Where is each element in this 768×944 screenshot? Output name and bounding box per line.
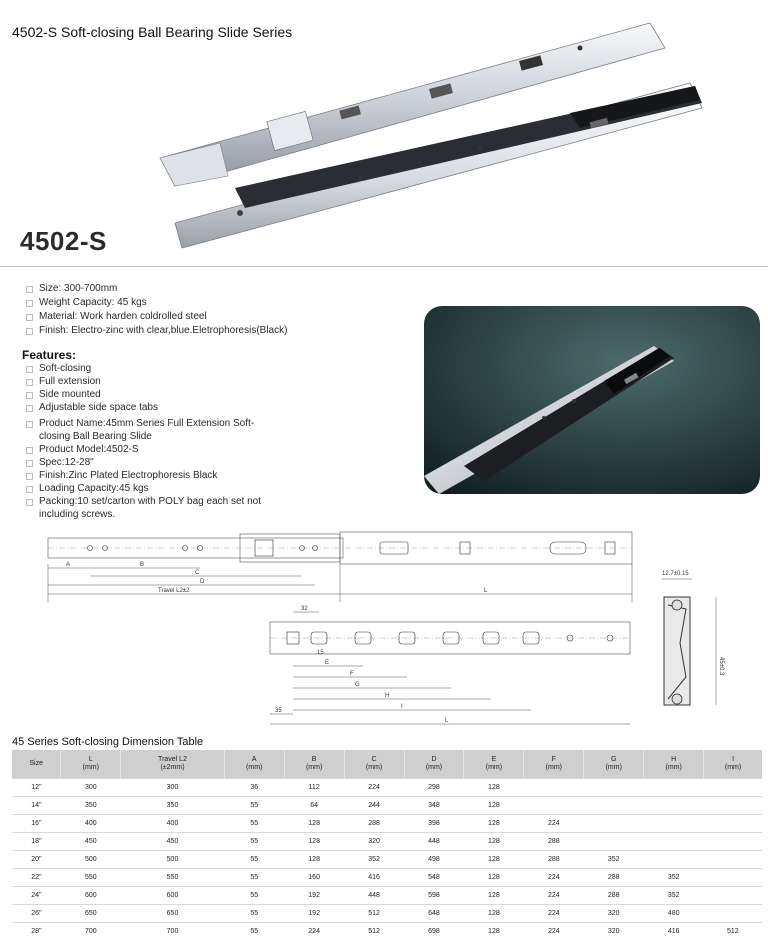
table-cell: 224 [524, 868, 584, 886]
table-cell: 352 [644, 868, 704, 886]
table-cell: 300 [121, 778, 224, 796]
table-cell: 55 [224, 850, 284, 868]
table-cell: 288 [584, 886, 644, 904]
table-title: 45 Series Soft-closing Dimension Table [12, 736, 204, 748]
header-unit: (mm) [425, 763, 443, 771]
header-label: G [611, 755, 617, 763]
dim-travel-label: Travel L2±2 [158, 588, 190, 594]
section-divider [0, 266, 768, 267]
table-cell: 224 [524, 886, 584, 904]
table-cell: 192 [284, 904, 344, 922]
table-cell [644, 850, 704, 868]
table-cell: 55 [224, 868, 284, 886]
table-header-cell [644, 750, 704, 778]
header-label: Travel L2 [158, 755, 187, 763]
slide-product-photo [150, 8, 710, 253]
table-cell: 26" [12, 904, 61, 922]
table-cell: 288 [584, 868, 644, 886]
table-cell: 350 [61, 796, 121, 814]
feature-item: Product Model:4502-S [24, 443, 284, 456]
table-cell [704, 904, 762, 922]
header-unit: (mm) [305, 763, 323, 771]
dimension-table [12, 750, 762, 940]
table-cell: 600 [121, 886, 224, 904]
spec-item: Weight Capacity: 45 kgs [24, 296, 287, 310]
table-header-row [12, 750, 762, 778]
table-cell: 192 [284, 886, 344, 904]
header-unit: (mm) [724, 763, 742, 771]
table-cell: 224 [284, 922, 344, 940]
table-cell: 55 [224, 814, 284, 832]
table-cell: 128 [464, 796, 524, 814]
table-cell: 14" [12, 796, 61, 814]
table-cell: 224 [344, 778, 404, 796]
table-cell: 352 [584, 850, 644, 868]
feature-item: Packing:10 set/carton with POLY bag each set not including screws. [24, 495, 284, 521]
table-cell [644, 814, 704, 832]
spec-item: Size: 300-700mm [24, 282, 287, 296]
table-cell: 512 [344, 904, 404, 922]
table-row [12, 868, 762, 886]
table-cell: 700 [61, 922, 121, 940]
header-label: F [551, 755, 556, 763]
table-cell: 128 [464, 850, 524, 868]
table-cell: 128 [284, 832, 344, 850]
table-cell [524, 796, 584, 814]
dim-f-label: F [350, 671, 354, 677]
table-cell: 320 [584, 904, 644, 922]
table-header-cell [404, 750, 464, 778]
table-row [12, 922, 762, 940]
slide-detail-photo [424, 306, 760, 494]
table-cell: 24" [12, 886, 61, 904]
table-cell: 128 [464, 868, 524, 886]
dim-width-label: 12.7±0.15 [662, 571, 689, 577]
table-cell: 352 [344, 850, 404, 868]
table-cell [704, 796, 762, 814]
table-cell: 55 [224, 904, 284, 922]
table-cell: 698 [404, 922, 464, 940]
table-header-cell [284, 750, 344, 778]
header-label: B [311, 755, 317, 763]
table-cell [704, 814, 762, 832]
table-header-cell [704, 750, 762, 778]
table-cell: 348 [404, 796, 464, 814]
table-header-cell [12, 750, 61, 778]
dim-l2-label: L [445, 718, 449, 724]
table-cell: 160 [284, 868, 344, 886]
table-cell: 480 [644, 904, 704, 922]
header-label: E [491, 755, 497, 763]
table-row [12, 886, 762, 904]
table-cell: 128 [464, 922, 524, 940]
spec-item: Material: Work harden coldrolled steel [24, 310, 287, 324]
feature-item: Soft-closing [24, 362, 284, 375]
table-cell: 288 [524, 832, 584, 850]
dim-15-label: 15 [317, 650, 324, 656]
header-label: L [88, 755, 93, 763]
table-cell: 55 [224, 922, 284, 940]
dim-h-label: H [385, 693, 390, 699]
feature-item: Adjustable side space tabs [24, 401, 284, 414]
feature-item: Side mounted [24, 388, 284, 401]
table-cell: 650 [121, 904, 224, 922]
table-cell: 298 [404, 778, 464, 796]
table-cell: 128 [464, 904, 524, 922]
header-unit: (mm) [246, 763, 263, 771]
table-header-cell [121, 750, 224, 778]
table-row [12, 796, 762, 814]
side-view-drawing [40, 524, 640, 604]
feature-item: Spec:12-28" [24, 456, 284, 469]
table-header-cell [224, 750, 284, 778]
header-label: Size [29, 759, 43, 767]
dim-height-label: 45±0.3 [718, 657, 724, 676]
header-title: 4502-S Soft-closing Ball Bearing Slide Series [12, 24, 293, 40]
header-unit: (mm) [485, 763, 503, 771]
header-unit: (mm) [365, 763, 383, 771]
feature-item: Full extension [24, 375, 284, 388]
dim-d-label: D [200, 579, 205, 585]
dim-c-label: C [195, 570, 200, 576]
dim-b-label: B [140, 562, 145, 568]
table-header-cell [344, 750, 404, 778]
table-cell: 12" [12, 778, 61, 796]
table-cell [584, 796, 644, 814]
table-cell [704, 850, 762, 868]
table-cell: 400 [61, 814, 121, 832]
table-cell: 550 [121, 868, 224, 886]
table-cell: 128 [284, 850, 344, 868]
table-cell [584, 814, 644, 832]
hole-pattern-drawing [265, 604, 640, 730]
header-unit: (mm) [665, 763, 682, 771]
table-cell: 16" [12, 814, 61, 832]
table-cell: 450 [61, 832, 121, 850]
table-row [12, 778, 762, 796]
table-cell [524, 778, 584, 796]
table-cell: 224 [524, 922, 584, 940]
table-cell: 128 [284, 814, 344, 832]
header-label: I [732, 755, 735, 763]
table-cell: 448 [404, 832, 464, 850]
table-header-cell [464, 750, 524, 778]
dim-i-label: I [401, 704, 403, 710]
table-cell [644, 778, 704, 796]
table-cell: 400 [121, 814, 224, 832]
table-cell [644, 796, 704, 814]
table-cell: 650 [61, 904, 121, 922]
header-unit: (mm) [605, 763, 622, 771]
table-cell: 128 [464, 778, 524, 796]
table-cell: 128 [464, 886, 524, 904]
table-cell [644, 832, 704, 850]
table-row [12, 904, 762, 922]
header-label: C [371, 755, 377, 763]
header-unit: (±2mm) [160, 763, 185, 771]
table-cell: 112 [284, 778, 344, 796]
table-cell: 398 [404, 814, 464, 832]
table-row [12, 850, 762, 868]
table-cell: 55 [224, 832, 284, 850]
table-cell: 288 [344, 814, 404, 832]
table-cell: 600 [61, 886, 121, 904]
table-cell: 36 [224, 778, 284, 796]
table-cell: 548 [404, 868, 464, 886]
features-list [24, 362, 284, 521]
table-cell: 20" [12, 850, 61, 868]
table-row [12, 832, 762, 850]
table-cell: 320 [344, 832, 404, 850]
table-cell: 598 [404, 886, 464, 904]
table-cell: 244 [344, 796, 404, 814]
model-heading: 4502-S [20, 226, 107, 256]
feature-item: Finish:Zinc Plated Electrophoresis Black [24, 469, 284, 482]
dim-35-label: 35 [275, 708, 282, 714]
table-cell: 500 [121, 850, 224, 868]
spec-list [24, 282, 287, 338]
table-row [12, 814, 762, 832]
table-cell [584, 778, 644, 796]
feature-item: Product Name:45mm Series Full Extension Soft-closing Ball Bearing Slide [24, 417, 284, 443]
header-unit: (mm) [545, 763, 562, 771]
table-cell [704, 778, 762, 796]
table-header-cell [524, 750, 584, 778]
table-cell: 700 [121, 922, 224, 940]
table-cell: 512 [704, 922, 762, 940]
table-cell: 55 [224, 886, 284, 904]
table-cell: 448 [344, 886, 404, 904]
table-cell: 648 [404, 904, 464, 922]
header-label: D [431, 755, 437, 763]
table-cell: 320 [584, 922, 644, 940]
table-cell: 55 [224, 796, 284, 814]
table-cell: 500 [61, 850, 121, 868]
spec-item: Finish: Electro-zinc with clear,blue.Eletrophoresis(Black) [24, 324, 287, 338]
table-cell [704, 832, 762, 850]
table-cell: 288 [524, 850, 584, 868]
features-title: Features: [22, 348, 77, 362]
dim-l-label: L [484, 588, 488, 594]
profile-section-drawing [650, 565, 740, 725]
table-header-cell [584, 750, 644, 778]
table-cell: 416 [644, 922, 704, 940]
table-cell: 224 [524, 814, 584, 832]
table-cell [704, 886, 762, 904]
dim-g-label: G [355, 682, 360, 688]
table-cell: 224 [524, 904, 584, 922]
header-unit: (mm) [82, 763, 99, 771]
table-cell: 498 [404, 850, 464, 868]
table-cell: 352 [644, 886, 704, 904]
table-cell: 550 [61, 868, 121, 886]
table-cell: 350 [121, 796, 224, 814]
feature-item: Loading Capacity:45 kgs [24, 482, 284, 495]
table-header-cell [61, 750, 121, 778]
dim-32-label: 32 [301, 606, 308, 612]
header-label: H [671, 755, 677, 763]
dim-e-label: E [325, 660, 330, 666]
dim-a-label: A [66, 562, 71, 568]
table-cell: 22" [12, 868, 61, 886]
header-label: A [251, 755, 257, 763]
table-cell: 18" [12, 832, 61, 850]
table-cell: 64 [284, 796, 344, 814]
table-cell: 128 [464, 814, 524, 832]
table-cell: 300 [61, 778, 121, 796]
table-cell: 128 [464, 832, 524, 850]
table-cell [584, 832, 644, 850]
table-cell: 416 [344, 868, 404, 886]
table-cell: 512 [344, 922, 404, 940]
table-cell: 28" [12, 922, 61, 940]
table-cell [704, 868, 762, 886]
table-cell: 450 [121, 832, 224, 850]
